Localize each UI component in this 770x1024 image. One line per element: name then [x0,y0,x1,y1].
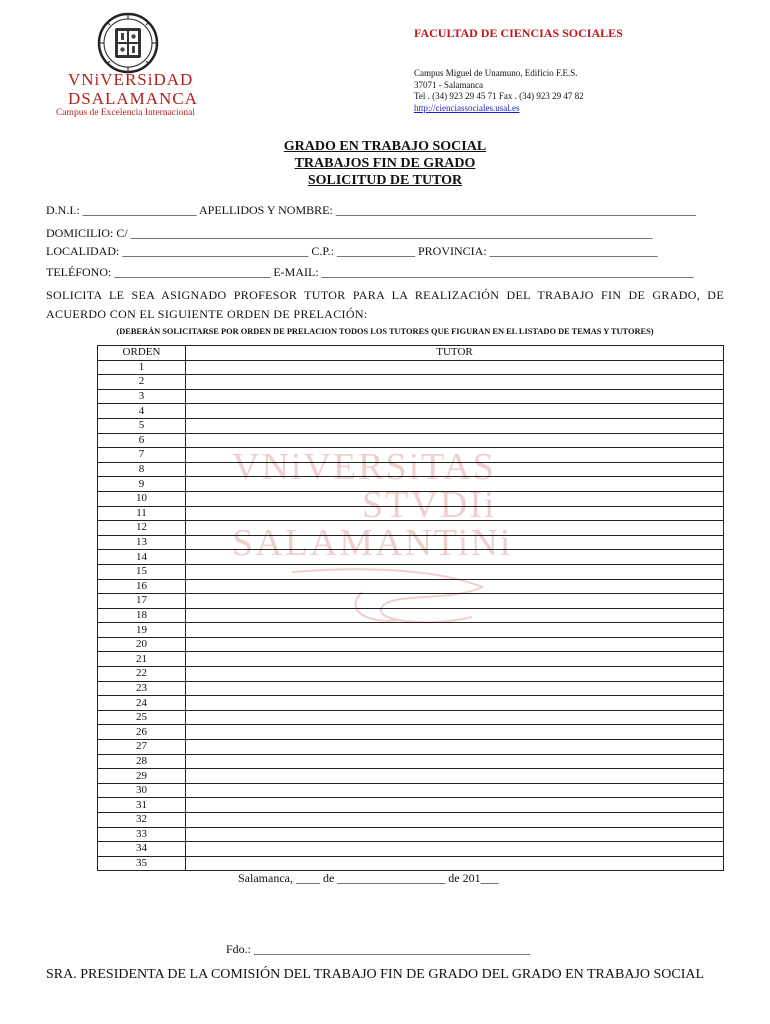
row-order-number: 3 [98,389,186,404]
row-order-number: 22 [98,667,186,682]
tutor-input-cell[interactable] [186,418,724,433]
table-row [98,389,724,404]
tutor-input-cell[interactable] [186,740,724,755]
tutor-input-cell[interactable] [186,667,724,682]
degree-title: GRADO EN TRABAJO SOCIAL [283,139,487,154]
tutor-input-cell[interactable] [186,827,724,842]
instruction-note: (DEBERÁN SOLICITARSE POR ORDEN DE PRELACION TODOS LOS TUTORES QUE FIGURAN EN EL LISTADO DE TEMAS Y TUTORES) [116,327,654,336]
table-row [98,404,724,419]
table-row [98,725,724,740]
table-row [98,667,724,682]
row-order-number: 11 [98,506,186,521]
table-row [98,521,724,536]
table-row [98,550,724,565]
table-row [98,710,724,725]
table-row [98,798,724,813]
faculty-address [414,68,584,114]
tutor-input-cell[interactable] [186,521,724,536]
university-name-line2: DSALAMANCA [68,89,198,108]
row-order-number: 16 [98,579,186,594]
date-line[interactable]: Salamanca, ____ de __________________ de 201___ [238,871,499,885]
table-row [98,608,724,623]
phone-email-field[interactable]: TELÉFONO: __________________________ E-MAIL: ______________________________________________________________ [46,265,694,279]
table-row [98,813,724,828]
table-row [98,418,724,433]
locality-field[interactable]: LOCALIDAD: _______________________________ C.P.: _____________ PROVINCIA: ____________________________ [46,244,658,258]
row-order-number: 4 [98,404,186,419]
faculty-name: FACULTAD DE CIENCIAS SOCIALES [414,26,623,40]
row-order-number: 19 [98,623,186,638]
tutor-priority-table [97,345,724,871]
table-row [98,754,724,769]
table-row [98,462,724,477]
university-subtitle: Campus de Excelencia Internacional [56,108,196,118]
row-order-number: 26 [98,725,186,740]
row-order-number: 33 [98,827,186,842]
table-row [98,433,724,448]
table-row [98,652,724,667]
row-order-number: 18 [98,608,186,623]
row-order-number: 13 [98,535,186,550]
table-row [98,769,724,784]
table-row [98,681,724,696]
row-order-number: 25 [98,710,186,725]
signature-line[interactable]: Fdo.: ______________________________________________ [226,942,531,956]
row-order-number: 15 [98,564,186,579]
tutor-input-cell[interactable] [186,448,724,463]
tutor-input-cell[interactable] [186,506,724,521]
row-order-number: 24 [98,696,186,711]
tutor-input-cell[interactable] [186,637,724,652]
table-row [98,740,724,755]
tutor-input-cell[interactable] [186,710,724,725]
addressee: SRA. PRESIDENTA DE LA COMISIÓN DEL TRABAJO FIN DE GRADO DEL GRADO EN TRABAJO SOCIAL [46,967,705,982]
row-order-number: 17 [98,594,186,609]
table-row [98,827,724,842]
row-order-number: 10 [98,491,186,506]
table-row [98,696,724,711]
university-name [68,70,198,108]
row-order-number: 5 [98,418,186,433]
tutor-input-cell[interactable] [186,594,724,609]
table-row [98,491,724,506]
tutor-input-cell[interactable] [186,769,724,784]
document-titles [0,138,770,189]
row-order-number: 20 [98,637,186,652]
tutor-input-cell[interactable] [186,477,724,492]
watermark-line1: VNiVERSiTAS [232,446,496,488]
row-order-number: 1 [98,360,186,375]
row-order-number: 32 [98,813,186,828]
table-row [98,856,724,871]
table-row [98,842,724,857]
faculty-website-link[interactable]: http://cienciassociales.usal.es [414,102,520,113]
table-row [98,594,724,609]
tutor-input-cell[interactable] [186,783,724,798]
address-line1: Campus Miguel de Unamuno, Edificio F.E.S. [414,68,578,78]
table-row [98,506,724,521]
row-order-number: 14 [98,550,186,565]
row-order-number: 27 [98,740,186,755]
row-order-number: 12 [98,521,186,536]
tutor-input-cell[interactable] [186,856,724,871]
table-header-row [98,346,724,361]
tutor-input-cell[interactable] [186,389,724,404]
university-crest-icon [97,12,159,74]
request-paragraph: SOLICITA LE SEA ASIGNADO PROFESOR TUTOR PARA LA REALIZACIÓN DEL TRABAJO FIN DE GRADO, DE ACUERDO CON EL SIGUIENTE ORDEN DE PRELACIÓN: [46,288,724,321]
form-title: SOLICITUD DE TUTOR [307,173,463,188]
watermark-line3: SALAMANTiNi [232,522,513,564]
column-header-tutor: TUTOR [186,346,724,361]
address-line2: 37071 - Salamanca [414,79,483,90]
table-row [98,564,724,579]
address-field[interactable]: DOMICILIO: C/ _______________________________________________________________________________________ [46,226,653,240]
table-row [98,579,724,594]
table-row [98,375,724,390]
table-row [98,360,724,375]
row-order-number: 29 [98,769,186,784]
table-row [98,448,724,463]
tutor-input-cell[interactable] [186,696,724,711]
row-order-number: 21 [98,652,186,667]
watermark-line2: STVDIi [362,484,497,526]
university-name-line1: VNiVERSiDAD [68,70,194,89]
tutor-input-cell[interactable] [186,550,724,565]
row-order-number: 35 [98,856,186,871]
address-phone-fax: Tel . (34) 923 29 45 71 Fax . (34) 923 29 47 82 [414,91,584,101]
row-order-number: 34 [98,842,186,857]
tutor-input-cell[interactable] [186,375,724,390]
tutor-table-body [98,360,724,871]
row-order-number: 28 [98,754,186,769]
table-row [98,535,724,550]
table-row [98,477,724,492]
tutor-input-cell[interactable] [186,754,724,769]
dni-name-field[interactable]: D.N.I.: ___________________ APELLIDOS Y NOMBRE: ____________________________________________________________ [46,203,696,217]
table-row [98,783,724,798]
tutor-input-cell[interactable] [186,564,724,579]
tutor-input-cell[interactable] [186,404,724,419]
row-order-number: 2 [98,375,186,390]
tutor-input-cell[interactable] [186,462,724,477]
tutor-input-cell[interactable] [186,535,724,550]
tutor-input-cell[interactable] [186,842,724,857]
tutor-input-cell[interactable] [186,725,724,740]
tutor-input-cell[interactable] [186,623,724,638]
table-row [98,637,724,652]
tutor-input-cell[interactable] [186,798,724,813]
tutor-input-cell[interactable] [186,491,724,506]
tutor-input-cell[interactable] [186,681,724,696]
row-order-number: 30 [98,783,186,798]
tutor-input-cell[interactable] [186,652,724,667]
row-order-number: 8 [98,462,186,477]
project-title: TRABAJOS FIN DE GRADO [294,156,476,171]
tutor-input-cell[interactable] [186,608,724,623]
table-row [98,623,724,638]
tutor-input-cell[interactable] [186,579,724,594]
tutor-input-cell[interactable] [186,360,724,375]
tutor-input-cell[interactable] [186,813,724,828]
column-header-orden: ORDEN [98,346,186,361]
row-order-number: 23 [98,681,186,696]
row-order-number: 9 [98,477,186,492]
row-order-number: 7 [98,448,186,463]
tutor-input-cell[interactable] [186,433,724,448]
row-order-number: 31 [98,798,186,813]
row-order-number: 6 [98,433,186,448]
